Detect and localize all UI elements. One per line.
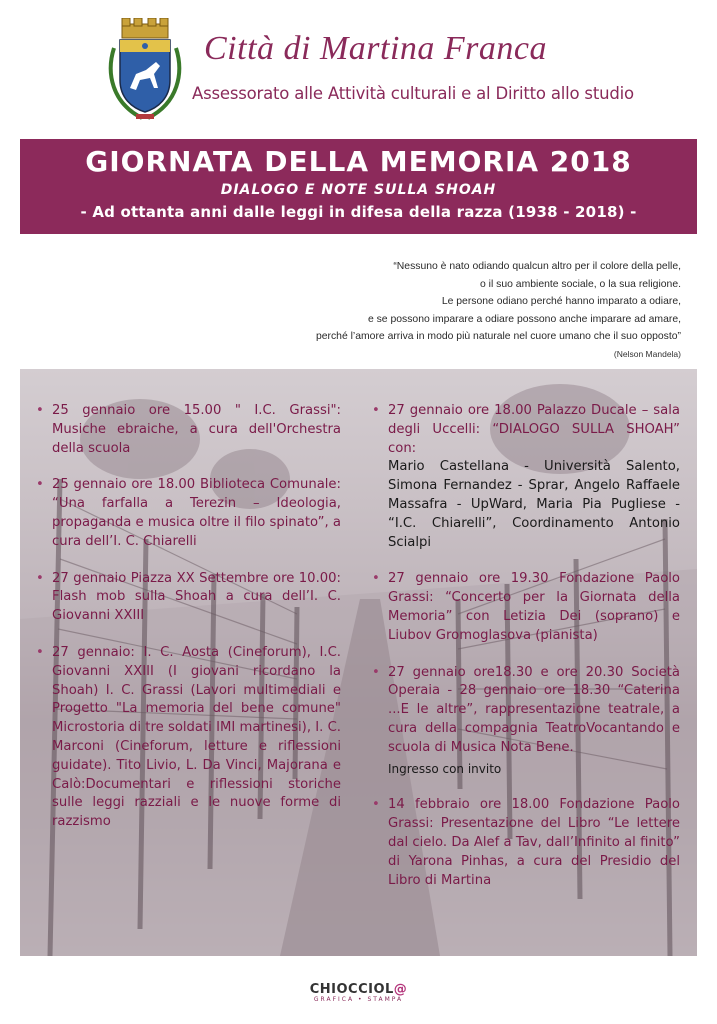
- list-item: • 25 gennaio ore 18.00 Biblioteca Comunale: “Una farfalla a Terezin – Ideologia, propaganda e musica oltre il filo spinato”, a cura dell’I. C. Chiarelli: [36, 476, 341, 551]
- events-right-column: [372, 402, 680, 908]
- quote-line: Le persone odiano perché hanno imparato a odiare,: [441, 296, 681, 308]
- list-item: • 27 gennaio Piazza XX Settembre ore 10.00: Flash mob sulla Shoah a cura dell’I. C. Giovanni XXIII: [36, 570, 341, 626]
- event-book-presentation: 14 febbraio ore 18.00 Fondazione Paolo Grassi: Presentazione del Libro “Le lettere dal cielo. Da Alef a Tav, dall’Infinito al finito” di Yarona Pinhas, a cura del Presidio del Libro di Martina: [388, 797, 680, 888]
- event-banner: [20, 139, 697, 234]
- quote-line: perché l’amore arriva in modo più naturale nel cuore umano che il suo opposto”: [315, 331, 681, 343]
- printer-logo-sub: GRAFICA • STAMPA: [313, 996, 404, 1003]
- printer-logo-at: @: [393, 982, 408, 997]
- mandela-quote: [241, 258, 681, 364]
- banner-tagline: - Ad ottanta anni dalle leggi in difesa della razza (1938 - 2018) -: [80, 203, 637, 221]
- city-title: Città di Martina Franca: [204, 30, 547, 67]
- quote-line: “Nessuno è nato odiando qualcun altro per il colore della pelle,: [393, 261, 681, 272]
- quote-line: e se possono imparare a odiare possono anche imparare ad amare,: [367, 313, 681, 325]
- city-crest-icon: [106, 18, 184, 122]
- event-theatre-note: Ingresso con invito: [388, 761, 502, 776]
- office-subtitle: Assessorato alle Attività culturali e al Diritto allo studio: [192, 84, 634, 103]
- banner-title: GIORNATA DELLA MEMORIA 2018: [85, 145, 632, 178]
- event-dialogue-intro: 27 gennaio ore 18.00 Palazzo Ducale – sala degli Uccelli: “DIALOGO SULLA SHOAH” con:: [388, 403, 680, 456]
- events-left-column: [36, 402, 341, 850]
- list-item: [372, 402, 680, 552]
- event-list-right: [372, 402, 680, 890]
- quote-line: o il suo ambiente sociale, o la sua religione.: [479, 278, 681, 290]
- footer: [0, 982, 717, 1003]
- event-list-left: [36, 402, 341, 832]
- printer-logo-main: CHIOCCIOL: [309, 982, 394, 997]
- list-item: • 27 gennaio: I. C. Aosta (Cineforum), I.C. Giovanni XXIII (I giovani ricordano la Shoah) I. C. Grassi (Lavori multimediali e Progetto "La memoria del bene comune" Microstoria di tre soldati IMI martinesi), I. C. Marconi (Cineforum, letture e riflessioni guidate). Tito Livio, L. Da Vinci, Majorana e Calò:Documentari e riflessioni storiche sulle leggi razziali e le nuove forme di razzismo: [36, 644, 341, 832]
- printer-logo: [0, 982, 717, 997]
- event-dialogue-guests: Mario Castellana - Università Salento, Simona Fernandez - Sprar, Angelo Raffaele Massafra - UpWard, Maria Pia Pugliese - “I.C. Chiarelli”, Coordinamento Antonio Scialpi: [388, 459, 680, 550]
- event-theatre: 27 gennaio ore18.30 e ore 20.30 Società Operaia - 28 gennaio ore 18.30 “Caterina ...E le altre”, rappresentazione teatrale, a cura della compagnia TeatroVocantando e scuola di Musica Nota Bene.: [388, 664, 680, 755]
- header: [0, 0, 717, 130]
- event-concert: 27 gennaio ore 19.30 Fondazione Paolo Grassi: “Concerto per la Giornata della Memoria” con Letizia Dei (soprano) e Liubov Gromoglasova (pianista): [388, 571, 680, 643]
- banner-subtitle: DIALOGO E NOTE SULLA SHOAH: [220, 182, 497, 198]
- list-item: [372, 664, 680, 779]
- list-item: [372, 570, 680, 645]
- quote-author: (Nelson Mandela): [613, 348, 681, 359]
- list-item: • 25 gennaio ore 15.00 " I.C. Grassi": Musiche ebraiche, a cura dell'Orchestra della scuola: [36, 402, 341, 458]
- list-item: [372, 796, 680, 890]
